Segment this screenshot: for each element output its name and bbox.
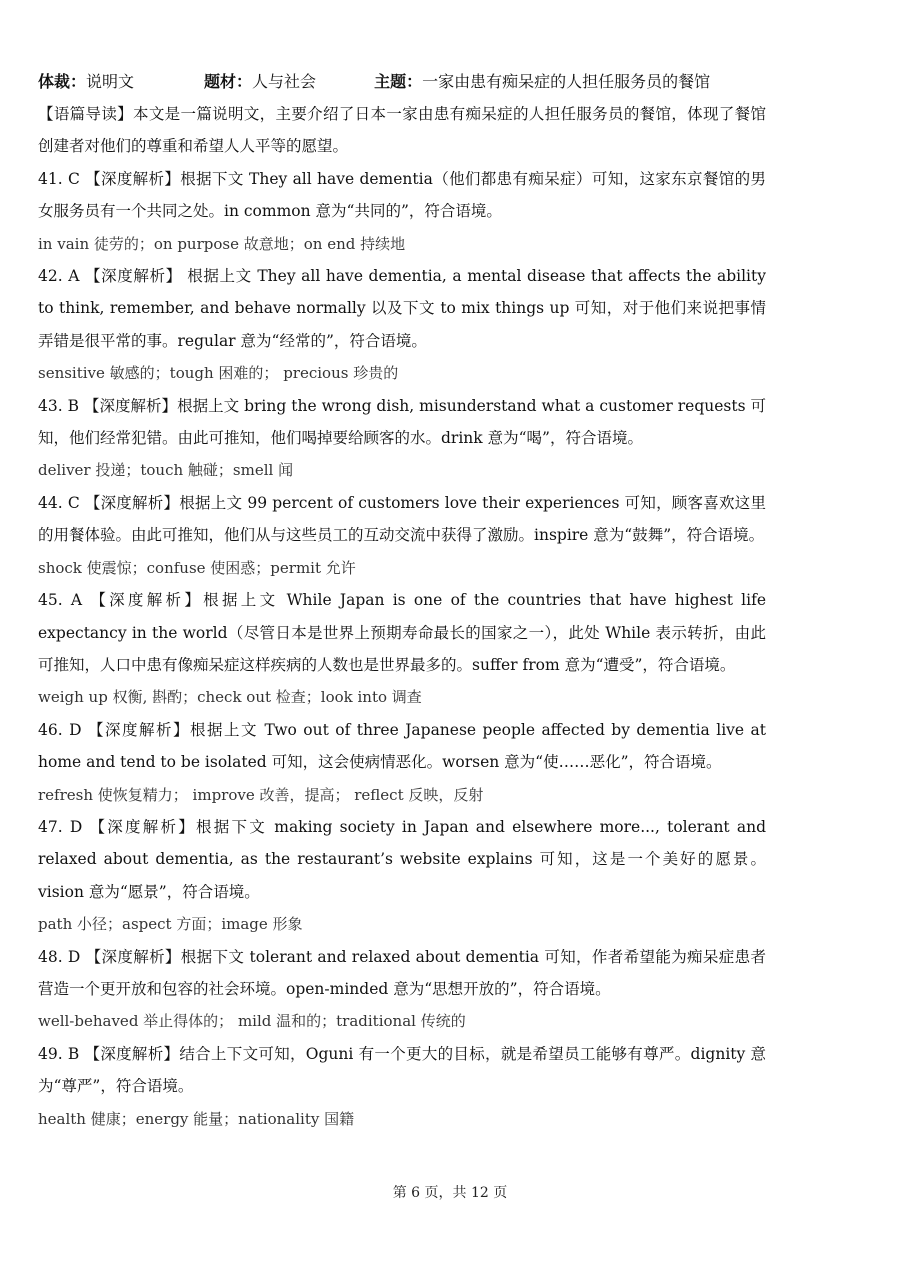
answer-analysis-44: 44. C 【深度解析】根据上文 99 percent of customers love their experiences 可知，顾客喜欢这里的用餐体验。由此可推知，他们从与这些员工的互动交流中获得了激励。inspire 意为“鼓舞”，符合语境。 <box>38 493 766 545</box>
distractor-options-49: health 健康；energy 能量；nationality 国籍 <box>38 1109 355 1128</box>
answer-analysis-41: 41. C 【深度解析】根据下文 They all have dementia（他们都患有痴呆症）可知，这家东京餐馆的男女服务员有一个共同之处。in common 意为“共同的”，符合语境。 <box>38 169 766 221</box>
topic-label: 题材： <box>204 72 253 91</box>
distractor-options-44: shock 使震惊；confuse 使困惑；permit 允许 <box>38 558 356 577</box>
passage-header <box>38 66 766 98</box>
answer-analysis-48: 48. D 【深度解析】根据下文 tolerant and relaxed about dementia 可知，作者希望能为痴呆症患者营造一个更开放和包容的社会环境。open-minded 意为“思想开放的”，符合语境。 <box>38 947 766 998</box>
distractor-options-48: well-behaved 举止得体的； mild 温和的；traditional 传统的 <box>38 1012 466 1031</box>
distractor-options-47: path 小径；aspect 方面；image 形象 <box>38 915 303 934</box>
answer-analysis-47: 47. D 【深度解析】根据下文 making society in Japan and elsewhere more..., tolerant and relaxed about dementia, as the restaurant’s website explains 可知，这是一个美好的愿景。vision 意为“愿景”，符合语境。 <box>38 817 766 901</box>
topic-value: 人与社会 <box>252 72 317 91</box>
distractor-options-45: weigh up 权衡, 斟酌；check out 检查；look into 调查 <box>38 688 422 707</box>
distractor-options-46: refresh 使恢复精力； improve 改善，提高； reflect 反映，反射 <box>38 785 484 804</box>
answer-analysis-43: 43. B 【深度解析】根据上文 bring the wrong dish, misunderstand what a customer requests 可知，他们经常犯错。由此可推知，他们喝掉要给顾客的水。drink 意为“喝”，符合语境。 <box>38 396 766 448</box>
theme-value: 一家由患有痴呆症的人担任服务员的餐馆 <box>422 72 711 91</box>
genre-label: 体裁： <box>38 72 87 91</box>
genre-value: 说明文 <box>86 72 135 91</box>
distractor-options-43: deliver 投递；touch 触碰；smell 闻 <box>38 461 294 480</box>
answer-analysis-46: 46. D 【深度解析】根据上文 Two out of three Japanese people affected by dementia live at home and tend to be isolated 可知，这会使病情恶化。worsen 意为“使……恶化”，符合语境。 <box>38 720 766 772</box>
theme-label: 主题： <box>374 72 423 91</box>
distractor-options-41: in vain 徒劳的；on purpose 故意地；on end 持续地 <box>38 234 406 253</box>
answer-analysis-45: 45. A 【深度解析】根据上文 While Japan is one of the countries that have highest life expectancy in the world（尽管日本是世界上预期寿命最长的国家之一），此处 While 表示转折，由此可推知，人口中患有像痴呆症这样疾病的人数也是世界最多的。suffer from 意为“遭受”，符合语境。 <box>38 591 766 674</box>
page-number-footer: 第 6 页，共 12 页 <box>392 1185 508 1201</box>
answer-analysis-49: 49. B 【深度解析】结合上下文可知，Oguni 有一个更大的目标，就是希望员工能够有尊严。dignity 意为“尊严”，符合语境。 <box>38 1044 766 1096</box>
answer-analysis-42: 42. A 【深度解析】 根据上文 They all have dementia, a mental disease that affects the ability to think, remember, and behave normally 以及下文 to mix things up 可知，对于他们来说把事情弄错是很平常的事。regular 意为“经常的”，符合语境。 <box>38 267 766 350</box>
document-body <box>38 66 766 1135</box>
passage-intro: 【语篇导读】本文是一篇说明文，主要介绍了日本一家由患有痴呆症的人担任服务员的餐馆，体现了餐馆创建者对他们的尊重和希望人人平等的愿望。 <box>38 105 766 156</box>
distractor-options-42: sensitive 敏感的；tough 困难的； precious 珍贵的 <box>38 364 399 383</box>
